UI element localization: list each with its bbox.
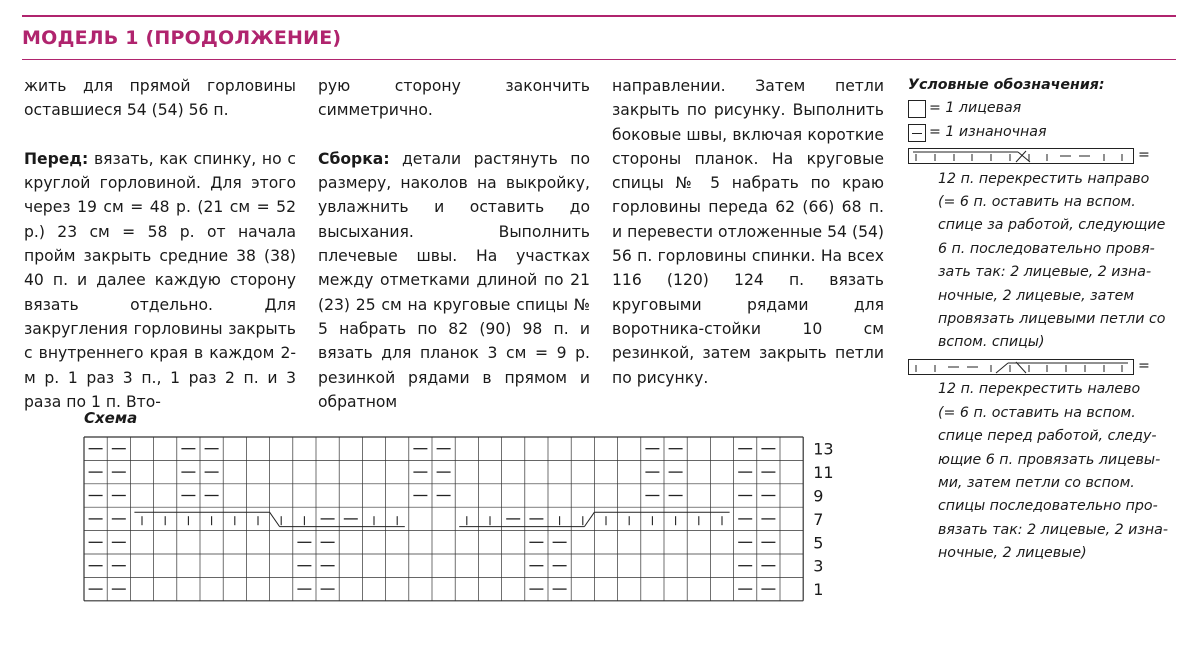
- header-rule-bottom: [22, 59, 1176, 60]
- row-label: 13: [813, 439, 834, 459]
- legend-title: Условные обозначения:: [908, 77, 1105, 93]
- paragraph: жить для прямой горловины оставшиеся 54 (54) 56 п.: [24, 77, 296, 120]
- row-label: 9: [813, 486, 824, 506]
- legend-purl-text: = 1 изнаночная: [929, 123, 1047, 140]
- cable-right-symbol-icon: [908, 146, 1134, 166]
- legend-cable-left: [908, 355, 1183, 378]
- legend-line: ми, затем петли со вспом.: [938, 474, 1135, 491]
- text-column-3: [612, 74, 884, 390]
- cable-line: [584, 512, 594, 526]
- schema-title: Схема: [84, 409, 138, 427]
- legend-cable-right: [908, 144, 1183, 167]
- legend-line: 12 п. перекрестить налево: [938, 381, 1141, 398]
- legend-line: вспом. спицы): [938, 334, 1045, 351]
- legend-line: спицы последовательно про-: [938, 498, 1158, 515]
- section-label: Сборка:: [318, 149, 390, 168]
- legend-knit-text: = 1 лицевая: [929, 100, 1022, 117]
- page-title: МОДЕЛЬ 1 (ПРОДОЛЖЕНИЕ): [22, 27, 342, 49]
- header-rule-top: [22, 15, 1176, 17]
- knit-symbol-icon: [908, 100, 926, 118]
- legend-line: 6 п. последовательно провя-: [938, 240, 1155, 257]
- row-label: 7: [813, 509, 824, 529]
- knitting-chart: [82, 434, 834, 604]
- purl-symbol-icon: [908, 124, 926, 142]
- legend-line: (= 6 п. оставить на вспом.: [938, 194, 1136, 211]
- paragraph-text: вязать, как спинку, но с круглой горловиной. Для этого через 19 см = 48 р. (21 см = 52 р.) 23 см = 58 р. от начала пройм закрыть средние 38 (38) 40 п. и далее каждую сторону вязать отдельно. Для закругления горловины закрыть с внутреннего края в каждом 2-м р. 1 раз 3 п., 1 раз 2 п. и 3 раза по 1 п. Вто-: [24, 149, 296, 411]
- legend-line: спице за работой, следующие: [938, 217, 1166, 234]
- paragraph-text: детали растянуть по размеру, наколов на выкройку, увлажнить и оставить до высыхания. Выполнить плечевые швы. На участках между отметками длиной по 21 (23) 25 см на круговые спицы № 5 набрать по 82 (90) 98 п. и вязать для планок 3 см = 9 р. резинкой рядами в прямом и обратном: [318, 149, 590, 411]
- paragraph: [318, 147, 590, 414]
- legend-line: ночные, 2 лицевые, затем: [938, 287, 1135, 304]
- section-label: Перед:: [24, 149, 89, 168]
- legend-equals: =: [1138, 357, 1150, 374]
- row-label: 1: [813, 580, 824, 600]
- cable-left-symbol-icon: [908, 357, 1134, 377]
- legend-line: (= 6 п. оставить на вспом.: [938, 404, 1136, 421]
- row-label: 3: [813, 556, 824, 576]
- text-column-1: [24, 74, 296, 414]
- legend-line: зать так: 2 лицевые, 2 изна-: [938, 264, 1152, 281]
- cable-line: [270, 512, 280, 526]
- legend-cable-left-text: [908, 378, 1183, 565]
- legend-purl: [908, 121, 1183, 144]
- legend-cable-right-text: [908, 168, 1183, 355]
- paragraph: рую сторону закончить симметрично.: [318, 77, 590, 120]
- legend: [908, 74, 1183, 566]
- legend-line: ющие 6 п. провязать лицевы-: [938, 451, 1161, 468]
- legend-line: провязать лицевыми петли со: [938, 311, 1166, 328]
- row-label: 11: [813, 463, 834, 483]
- paragraph: направлении. Затем петли закрыть по рисунку. Выполнить боковые швы, включая короткие стороны планок. На круговые спицы № 5 набрать по краю горловины переда 62 (66) 68 п. и перевести отложенные 54 (54) 56 п. горловины спинки. На всех 116 (120) 124 п. вязать круговыми рядами для воротника-стойки 10 см резинкой, затем закрыть петли по рисунку.: [612, 77, 884, 387]
- legend-knit: [908, 97, 1183, 120]
- legend-equals: =: [1138, 147, 1150, 164]
- paragraph: [24, 147, 296, 414]
- text-column-2: [318, 74, 590, 414]
- legend-line: 12 п. перекрестить направо: [938, 170, 1150, 187]
- legend-line: вязать так: 2 лицевые, 2 изна-: [938, 521, 1168, 538]
- legend-line: ночные, 2 лицевые): [938, 545, 1087, 562]
- row-label: 5: [813, 533, 824, 553]
- legend-line: спице перед работой, следу-: [938, 428, 1157, 445]
